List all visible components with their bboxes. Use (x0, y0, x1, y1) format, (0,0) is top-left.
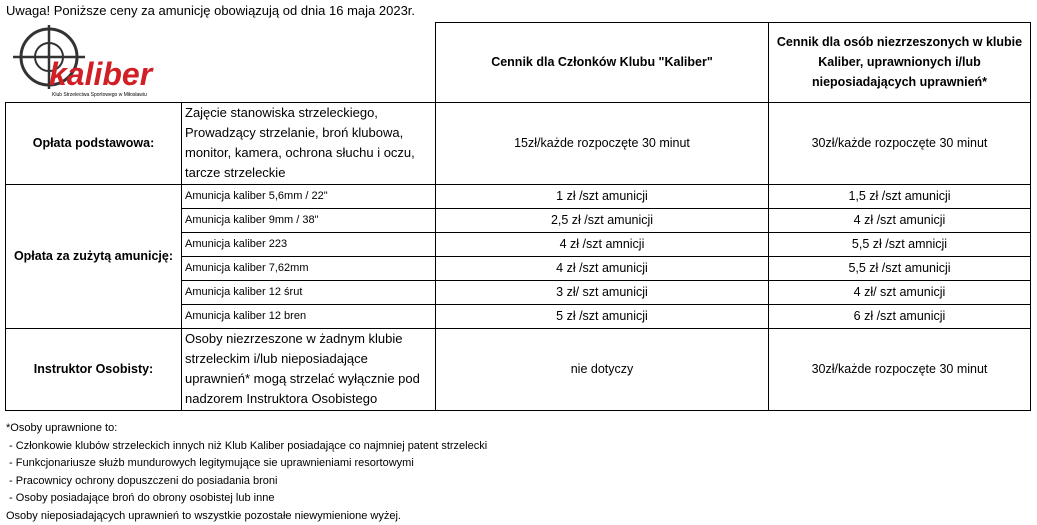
footnote-line: Osoby nieposiadających uprawnień to wszystkie pozostałe niewymienione wyżej. (6, 508, 487, 525)
ammo-members-price: 1 zł /szt amunicji (436, 184, 769, 208)
ammo-name: Amunicja kaliber 7,62mm (182, 256, 436, 280)
instructor-description: Osoby niezrzeszone w żadnym klubie strzeleckim i/lub nieposiadające uprawnień* mogą strzelać wyłącznie pod nadzorem Instruktora Osobistego (182, 328, 436, 410)
ammo-members-price: 3 zł/ szt amunicji (436, 280, 769, 304)
kaliber-logo (9, 23, 179, 99)
ammo-name: Amunicja kaliber 5,6mm / 22" (182, 184, 436, 208)
ammo-name: Amunicja kaliber 9mm / 38" (182, 208, 436, 232)
ammo-members-price: 4 zł /szt amnicji (436, 232, 769, 256)
basic-label: Opłata podstawowa: (6, 102, 182, 184)
notice-text: Uwaga! Poniższe ceny za amunicję obowiązują od dnia 16 maja 2023r. (6, 3, 415, 18)
ammo-members-price: 4 zł /szt amunicji (436, 256, 769, 280)
header-nonmembers: Cennik dla osób niezrzeszonych w klubie Kaliber, uprawnionych i/lub nieposiadających uprawnień* (769, 23, 1031, 103)
footnote-line: - Osoby posiadające broń do obrony osobistej lub inne (6, 490, 487, 508)
ammo-nonmembers-price: 5,5 zł /szt amunicji (769, 256, 1031, 280)
header-members: Cennik dla Członków Klubu "Kaliber" (436, 23, 769, 103)
price-table (5, 22, 1031, 411)
logo-subtitle: Klub Strzelectwa Sportowego w Miłosławiu (52, 92, 147, 98)
ammo-label: Opłata za zużytą amunicję: (6, 184, 182, 328)
footnote-line: - Członkowie klubów strzeleckich innych niż Klub Kaliber posiadające co najmniej patent strzelecki (6, 438, 487, 456)
basic-members-price: 15zł/każde rozpoczęte 30 minut (436, 102, 769, 184)
ammo-nonmembers-price: 4 zł/ szt amunicji (769, 280, 1031, 304)
ammo-members-price: 5 zł /szt amunicji (436, 304, 769, 328)
footnotes (6, 420, 487, 525)
basic-row (6, 102, 1031, 184)
ammo-nonmembers-price: 1,5 zł /szt amunicji (769, 184, 1031, 208)
logo-cell (6, 23, 436, 103)
footnote-line: - Funkcjonariusze służb mundurowych legitymujące sie uprawnieniami resortowymi (6, 455, 487, 473)
ammo-name: Amunicja kaliber 12 śrut (182, 280, 436, 304)
instructor-members-price: nie dotyczy (436, 328, 769, 410)
footnote-line: *Osoby uprawnione to: (6, 420, 487, 438)
ammo-row (6, 184, 1031, 208)
logo-wordmark: kaliber (49, 56, 154, 92)
footnote-line: - Pracownicy ochrony dopuszczeni do posiadania broni (6, 473, 487, 491)
ammo-name: Amunicja kaliber 12 bren (182, 304, 436, 328)
ammo-nonmembers-price: 5,5 zł /szt amnicji (769, 232, 1031, 256)
instructor-nonmembers-price: 30zł/każde rozpoczęte 30 minut (769, 328, 1031, 410)
basic-nonmembers-price: 30zł/każde rozpoczęte 30 minut (769, 102, 1031, 184)
ammo-nonmembers-price: 6 zł /szt amunicji (769, 304, 1031, 328)
ammo-nonmembers-price: 4 zł /szt amunicji (769, 208, 1031, 232)
ammo-members-price: 2,5 zł /szt amunicji (436, 208, 769, 232)
instructor-label: Instruktor Osobisty: (6, 328, 182, 410)
instructor-row (6, 328, 1031, 410)
basic-description: Zajęcie stanowiska strzeleckiego, Prowadzący strzelanie, broń klubowa, monitor, kamera, ochrona słuchu i oczu, tarcze strzeleckie (182, 102, 436, 184)
ammo-name: Amunicja kaliber 223 (182, 232, 436, 256)
